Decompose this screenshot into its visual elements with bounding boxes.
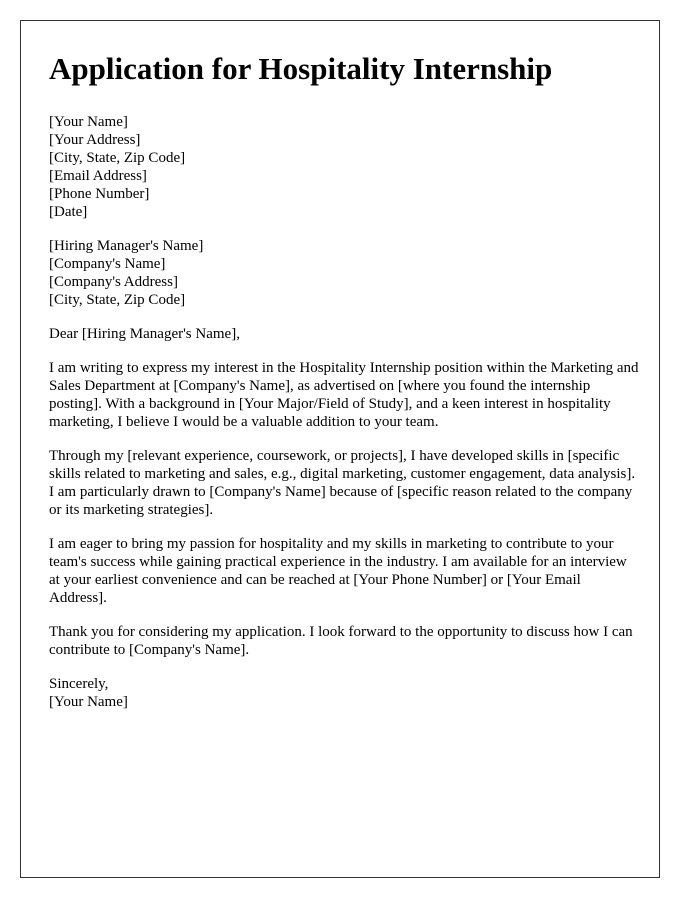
sender-city-state-zip: [City, State, Zip Code] — [49, 150, 186, 166]
recipient-company-address: [Company's Address] — [49, 274, 178, 290]
closing: Sincerely, — [49, 676, 109, 692]
letter-date: [Date] — [49, 204, 88, 220]
recipient-company: [Company's Name] — [49, 256, 166, 272]
sender-email: [Email Address] — [49, 168, 147, 184]
recipient-address-block — [49, 237, 639, 309]
salutation: Dear [Hiring Manager's Name], — [49, 326, 240, 342]
letter-title: Application for Hospitality Internship — [49, 51, 553, 86]
sender-phone: [Phone Number] — [49, 186, 150, 202]
sender-name: [Your Name] — [49, 114, 128, 130]
letter-page — [20, 20, 660, 878]
recipient-city-state-zip: [City, State, Zip Code] — [49, 292, 186, 308]
body-paragraph-skills: Through my [relevant experience, coursework, or projects], I have developed skills in [specific skills related to marketing and sales, e.g., digital marketing, customer engagement, data analysis]. I am particularly drawn to [Company's Name] because of [specific reason related to the company or its marketing strategies]. — [49, 448, 636, 518]
sender-address-block — [49, 113, 639, 221]
body-paragraph-intro: I am writing to express my interest in the Hospitality Internship position within the Marketing and Sales Department at [Company's Name], as advertised on [where you found the internship posting]. With a background in [Your Major/Field of Study], and a keen interest in hospitality marketing, I believe I would be a valuable addition to your team. — [49, 360, 639, 430]
signoff-block — [49, 675, 639, 711]
body-paragraph-thanks: Thank you for considering my application. I look forward to the opportunity to discuss how I can contribute to [Company's Name]. — [49, 624, 633, 658]
letter-content — [49, 49, 639, 711]
recipient-name: [Hiring Manager's Name] — [49, 238, 204, 254]
signature-name: [Your Name] — [49, 694, 128, 710]
body-paragraph-availability: I am eager to bring my passion for hospitality and my skills in marketing to contribute to your team's success while gaining practical experience in the industry. I am available for an interview at your earliest convenience and can be reached at [Your Phone Number] or [Your Email Address]. — [49, 536, 627, 606]
sender-address: [Your Address] — [49, 132, 141, 148]
